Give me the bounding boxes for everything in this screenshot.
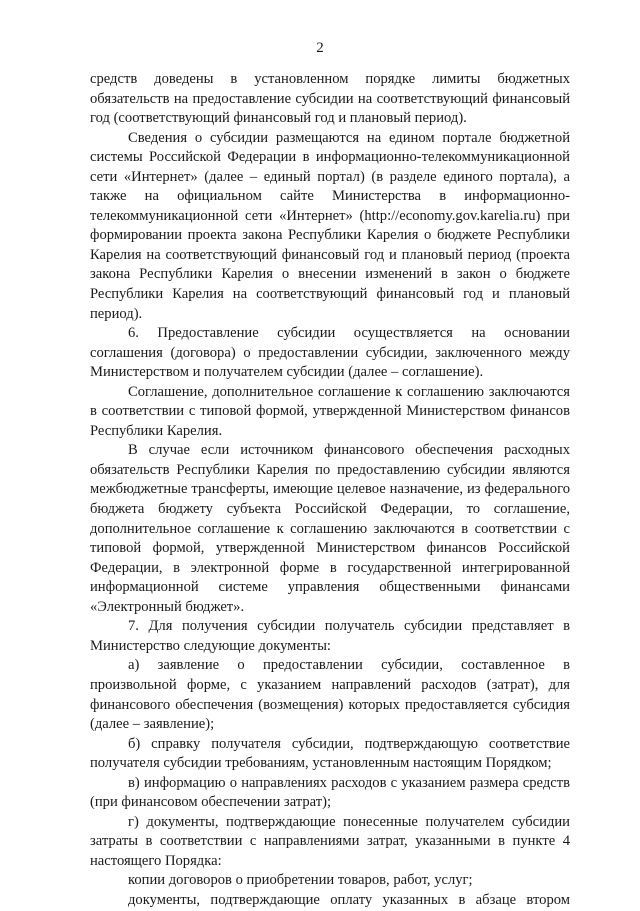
paragraph-item-7a: а) заявление о предоставлении субсидии, составленное в произвольной форме, с указанием направлений расходов (затрат), для финансового обеспечения (возмещения) которых предоставляется субсидия (далее – заявление);: [90, 657, 570, 733]
paragraph-item-7g: г) документы, подтверждающие понесенные получателем субсидии затраты в соответствии с направлениями затрат, указанными в пункте 4 настоящего Порядка:: [90, 813, 570, 869]
paragraph-contract-copies: копии договоров о приобретении товаров, работ, услуг;: [128, 872, 473, 889]
document-body: [90, 70, 570, 911]
paragraph-federal-transfers: В случае если источником финансового обеспечения расходных обязательств Республики Карелия по предоставлению субсидии являются межбюджетные трансферты, имеющие целевое назначение, из федерального бюджета бюджету субъекта Российской Федерации, то соглашение, дополнительное соглашение к соглашению заключаются в соответствии с типовой формой, утвержденной Министерством финансов Российской Федерации, в электронной форме в государственной интегрированной информационной системе управления общественными финансами «Электронный бюджет».: [90, 442, 570, 615]
paragraph-item-7v: в) информацию о направлениях расходов с указанием размера средств (при финансовом обеспечении затрат);: [90, 774, 570, 811]
paragraph-portal-info: Сведения о субсидии размещаются на едином портале бюджетной системы Российской Федерации в информационно-телекоммуникационной сети «Интернет» (далее – единый портал) (в разделе единого портала), а также на официальном сайте Министерства в информационно-телекоммуникационной сети «Интернет» (http://economy.gov.karelia.ru) при формировании проекта закона Республики Карелия о бюджете Республики Карелия на соответствующий финансовый год и плановый период (проекта закона Республики Карелия о внесении изменений в закон о бюджете Республики Карелия на соответствующий финансовый год и плановый период).: [90, 129, 570, 322]
paragraph-item-6: 6. Предоставление субсидии осуществляется на основании соглашения (договора) о предоставлении субсидии, заключенного между Министерством и получателем субсидии (далее – соглашение).: [90, 325, 570, 381]
paragraph-item-7b: б) справку получателя субсидии, подтверждающую соответствие получателя субсидии требованиям, установленным настоящим Порядком;: [90, 735, 570, 772]
paragraph-payment-documents: документы, подтверждающие оплату указанных в абзаце втором: [128, 891, 570, 908]
paragraph-continuation: средств доведены в установленном порядке лимиты бюджетных обязательств на предоставление субсидии на соответствующий финансовый год (соответствующий финансовый год и плановый период).: [90, 71, 570, 127]
paragraph-agreement-form: Соглашение, дополнительное соглашение к соглашению заключаются в соответствии с типовой формой, утвержденной Министерством финансов Республики Карелия.: [90, 383, 570, 439]
paragraph-item-7: 7. Для получения субсидии получатель субсидии представляет в Министерство следующие документы:: [90, 618, 570, 654]
page-number: 2: [316, 40, 324, 56]
